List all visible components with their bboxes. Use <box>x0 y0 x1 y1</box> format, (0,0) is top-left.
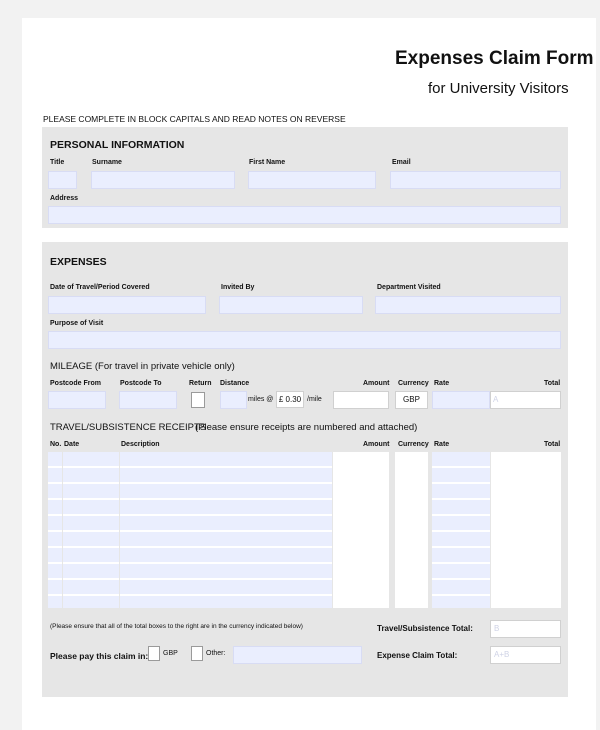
invited-by-label: Invited By <box>221 284 255 291</box>
other-checkbox[interactable] <box>191 646 203 661</box>
form-title: Expenses Claim Form <box>395 48 594 69</box>
expense-claim-total-box <box>490 646 561 664</box>
rate-per-mile-value: £ 0.30 <box>278 395 302 404</box>
email-input[interactable] <box>390 171 561 189</box>
other-currency-input[interactable] <box>233 646 362 664</box>
receipts-description-column[interactable] <box>120 452 332 608</box>
mileage-amount-label: Amount <box>363 380 390 387</box>
mileage-amount-input[interactable] <box>333 391 389 409</box>
department-visited-input[interactable] <box>375 296 561 314</box>
mileage-rate-label: Rate <box>434 380 450 387</box>
first-name-label: First Name <box>249 159 286 166</box>
receipts-rate-header: Rate <box>434 441 450 448</box>
purpose-of-visit-input[interactable] <box>48 331 561 349</box>
address-input[interactable] <box>48 206 561 224</box>
mileage-total-label: Total <box>544 380 561 387</box>
travel-total-label: Travel/Subsistence Total: <box>377 624 473 633</box>
distance-label: Distance <box>220 380 250 387</box>
mileage-currency-label: Currency <box>398 380 429 387</box>
receipts-amount-header: Amount <box>363 441 390 448</box>
currency-note: (Please ensure that all of the total boxes to the right are in the currency indicated below) <box>50 623 303 630</box>
expense-claim-total-placeholder: A+B <box>494 650 510 659</box>
receipts-date-column[interactable] <box>63 452 119 608</box>
gbp-checkbox[interactable] <box>148 646 160 661</box>
expenses-heading: EXPENSES <box>50 256 107 268</box>
mileage-total-placeholder: A <box>493 395 499 404</box>
purpose-of-visit-label: Purpose of Visit <box>50 320 104 327</box>
receipts-total-column[interactable] <box>491 452 561 608</box>
rate-per-mile-box <box>276 391 304 408</box>
travel-total-box <box>490 620 561 638</box>
postcode-to-input[interactable] <box>119 391 177 409</box>
mileage-rate-input[interactable] <box>432 391 490 409</box>
invited-by-input[interactable] <box>219 296 363 314</box>
receipts-heading: TRAVEL/SUBSISTENCE RECEIPTS <box>50 422 207 433</box>
mileage-total-box <box>490 391 561 409</box>
postcode-from-label: Postcode From <box>50 380 101 387</box>
personal-heading: PERSONAL INFORMATION <box>50 139 185 151</box>
per-mile-text: /mile <box>307 396 322 403</box>
form-instructions: PLEASE COMPLETE IN BLOCK CAPITALS AND READ NOTES ON REVERSE <box>43 114 346 124</box>
miles-at-text: miles @ <box>248 396 274 403</box>
form-subtitle: for University Visitors <box>428 80 569 97</box>
return-checkbox[interactable] <box>191 392 205 408</box>
receipts-note: (Please ensure receipts are numbered and attached) <box>195 422 418 433</box>
title-input[interactable] <box>48 171 77 189</box>
title-label: Title <box>50 159 65 166</box>
pay-claim-label: Please pay this claim in: <box>50 651 149 661</box>
receipts-total-header: Total <box>544 441 561 448</box>
receipts-amount-column[interactable] <box>333 452 389 608</box>
return-label: Return <box>189 380 212 387</box>
receipts-no-header: No. <box>50 441 62 448</box>
personal-information-panel <box>42 127 568 228</box>
postcode-to-label: Postcode To <box>120 380 162 387</box>
postcode-from-input[interactable] <box>48 391 106 409</box>
surname-label: Surname <box>92 159 122 166</box>
mileage-currency-value: GBP <box>403 395 420 404</box>
receipts-date-header: Date <box>64 441 80 448</box>
date-of-travel-input[interactable] <box>48 296 206 314</box>
email-label: Email <box>392 159 411 166</box>
mileage-currency-box <box>395 391 428 409</box>
receipts-currency-header: Currency <box>398 441 429 448</box>
form-page <box>22 18 596 730</box>
mileage-heading: MILEAGE (For travel in private vehicle only) <box>50 361 235 372</box>
receipts-currency-column[interactable] <box>395 452 428 608</box>
other-label: Other: <box>206 650 226 657</box>
receipts-description-header: Description <box>121 441 160 448</box>
surname-input[interactable] <box>91 171 235 189</box>
address-label: Address <box>50 195 79 202</box>
travel-total-placeholder: B <box>494 624 500 633</box>
receipts-no-column[interactable] <box>48 452 62 608</box>
expense-claim-total-label: Expense Claim Total: <box>377 651 458 660</box>
date-of-travel-label: Date of Travel/Period Covered <box>50 284 150 291</box>
gbp-label: GBP <box>163 650 178 657</box>
receipts-rate-column[interactable] <box>432 452 490 608</box>
department-visited-label: Department Visited <box>377 284 441 291</box>
first-name-input[interactable] <box>248 171 376 189</box>
distance-input[interactable] <box>220 391 247 409</box>
